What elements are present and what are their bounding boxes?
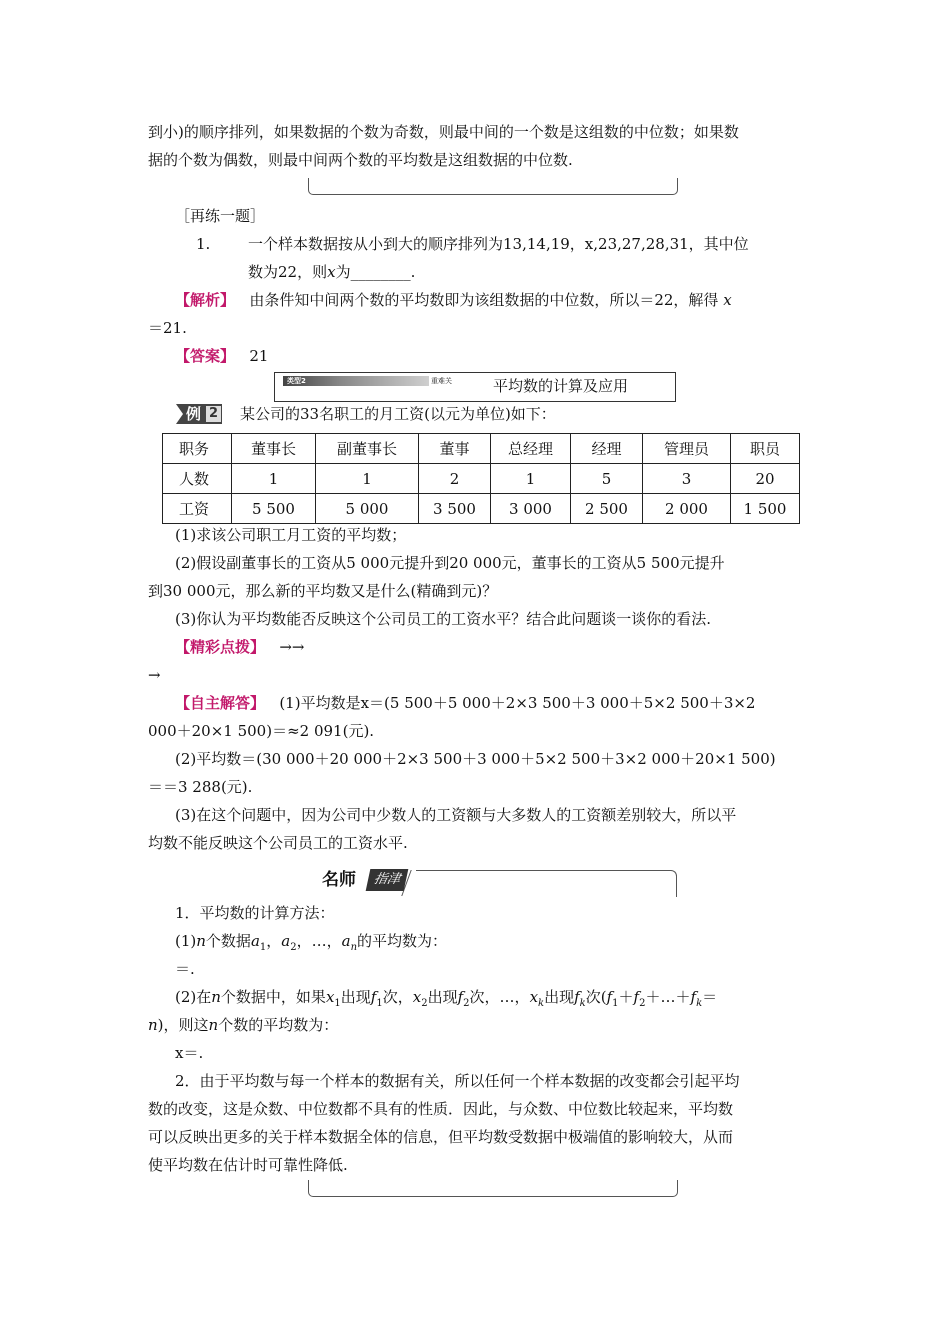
solution-3-line-1: (3)在这个问题中，因为公司中少数人的工资额与大多数人的工资额差别较大，所以平 [175,806,737,824]
table-cell: 2 [419,464,491,494]
table-cell: 董事长 [232,434,316,464]
tips-formula-1: ＝. [175,960,195,978]
tips-text: (2)在 [175,988,212,1006]
solution-1-line-2: 000＋20×1 500)＝≈2 091(元). [148,722,375,740]
answer-value: 21 [249,347,269,365]
table-cell: 1 500 [731,494,800,524]
solution-2-line-2: ＝＝3 288(元). [148,778,253,796]
tips-point-2-line-1: 2．由于平均数与每一个样本的数据有关，所以任何一个样本数据的改变都会引起平均 [175,1072,740,1090]
table-row [163,494,800,524]
salary-table [162,433,800,524]
section-bracket-top [308,178,678,195]
table-cell: 5 500 [232,494,316,524]
type-tag: 重难关 [431,377,452,385]
table-cell: 职务 [163,434,232,464]
table-cell: 董事 [419,434,491,464]
question-blank: 为________. [335,263,416,281]
banner-frame [416,870,677,897]
answer-tag: 【答案】 [175,347,236,365]
practice-heading: ［再练一题］ [175,207,266,225]
teacher-title: 名师 [322,870,356,890]
tip-tag: 【精彩点拨】 [175,638,266,656]
teacher-title-badge: 指津 [366,869,409,891]
solution-1-line-1 [175,693,808,713]
example-badge-label: 例 [186,405,202,423]
tips-text: 的平均数为： [357,932,448,950]
section-bracket-bottom [308,1180,678,1197]
example-intro: 某公司的33名职工的月工资(以元为单位)如下： [240,405,556,423]
tips-text: 次( [585,988,607,1006]
question-variable: x [327,263,336,281]
tips-text: 个数据中，如果 [220,988,326,1006]
tips-point-1-1: (1)n个数据$a_1$，$a_2$，…，$a_n$的平均数为： [175,932,448,953]
analysis-variable: x [723,291,732,309]
type-title: 平均数的计算及应用 [493,377,629,395]
tips-point-1: 1．平均数的计算方法： [175,904,335,922]
analysis-line-2: ＝21. [148,319,187,337]
table-cell: 20 [731,464,800,494]
table-cell: 2 500 [571,494,643,524]
table-cell: 工资 [163,494,232,524]
question-3: (3)你认为平均数能否反映这个公司员工的工资水平？结合此问题谈一谈你的看法. [175,610,712,628]
question-1: (1)求该公司职工月工资的平均数； [175,526,407,544]
tips-point-1-2-line-1: (2)在n个数据中，如果$x_1$出现$f_1$次，$x_2$出现$f_2$次，…，$x_k$出现$f_k$次($f_1+f_2+\dots+f_k=$ [175,988,718,1009]
table-cell: 1 [491,464,571,494]
analysis-tag: 【解析】 [175,291,236,309]
type-label: 类型2 [287,377,306,385]
tips-formula-2: x＝. [175,1044,204,1062]
intro-line-1: 到小)的顺序排列，如果数据的个数为奇数，则最中间的一个数是这组数的中位数；如果数 [148,123,739,141]
tips-point-2-line-3: 可以反映出更多的关于样本数据全体的信息，但平均数受数据中极端值的影响较大，从而 [148,1128,734,1146]
table-cell: 3 500 [419,494,491,524]
table-cell: 5 [571,464,643,494]
tips-point-2-line-2: 数的改变，这是众数、中位数都不具有的性质．因此，与众数、中位数比较起来，平均数 [148,1100,734,1118]
analysis-line-1 [175,290,808,310]
table-cell: 3 [643,464,731,494]
arrow-right-icon: →→ [279,638,305,656]
table-cell: 5 000 [316,494,419,524]
type-banner [274,372,676,402]
solution-2-line-1: (2)平均数＝(30 000＋20 000＋2×3 500＋3 000＋5×2 500＋3×2 000＋20×1 500) [175,750,776,768]
tip-line [175,637,808,657]
solution-3-line-2: 均数不能反映这个公司员工的工资水平. [148,834,408,852]
table-cell: 总经理 [491,434,571,464]
example-badge [176,404,222,424]
table-cell: 1 [232,464,316,494]
question-text: 数为22，则 [248,263,328,281]
analysis-text: 由条件知中间两个数的平均数即为该组数据的中位数，所以＝22，解得 [249,291,719,309]
question-2-line-1: (2)假设副董事长的工资从5 000元提升到20 000元，董事长的工资从5 500元提升 [175,554,725,572]
practice-question-line-1: 一个样本数据按从小到大的顺序排列为13,14,19，x,23,27,28,31，其中位 [248,235,749,253]
solution-tag: 【自主解答】 [175,694,266,712]
table-cell: 2 000 [643,494,731,524]
tips-text: 个数的平均数为： [218,1016,339,1034]
table-cell: 1 [316,464,419,494]
tips-text: 个数据 [205,932,251,950]
tip-arrow-line: → [148,666,161,684]
tips-text: )，则这 [157,1016,209,1034]
teacher-tips-banner [310,866,678,896]
solution-1-text: (1)平均数是x＝(5 500＋5 000＋2×3 500＋3 000＋5×2 500＋3×2 [279,694,756,712]
tips-point-1-2-line-2: n)，则这n个数的平均数为： [148,1016,339,1034]
tips-text: 出现 [340,988,371,1006]
practice-question-number: 1. [196,235,211,253]
answer-line [175,346,808,366]
table-row [163,464,800,494]
table-cell: 人数 [163,464,232,494]
tips-point-2-line-4: 使平均数在估计时可靠性降低. [148,1156,348,1174]
table-cell: 管理员 [643,434,731,464]
table-cell: 经理 [571,434,643,464]
table-cell: 职员 [731,434,800,464]
intro-line-2: 据的个数为偶数，则最中间两个数的平均数是这组数据的中位数. [148,151,573,169]
table-header-row [163,434,800,464]
table-cell: 副董事长 [316,434,419,464]
practice-question-line-2 [248,262,808,282]
question-2-line-2: 到30 000元，那么新的平均数又是什么(精确到元)？ [148,582,498,600]
tips-text: (1) [175,932,197,950]
tips-text: 次，…， [469,988,530,1006]
example-badge-number: 2 [206,406,221,422]
tips-text: 次， [382,988,413,1006]
table-cell: 3 000 [491,494,571,524]
play-arrow-icon [176,404,183,424]
